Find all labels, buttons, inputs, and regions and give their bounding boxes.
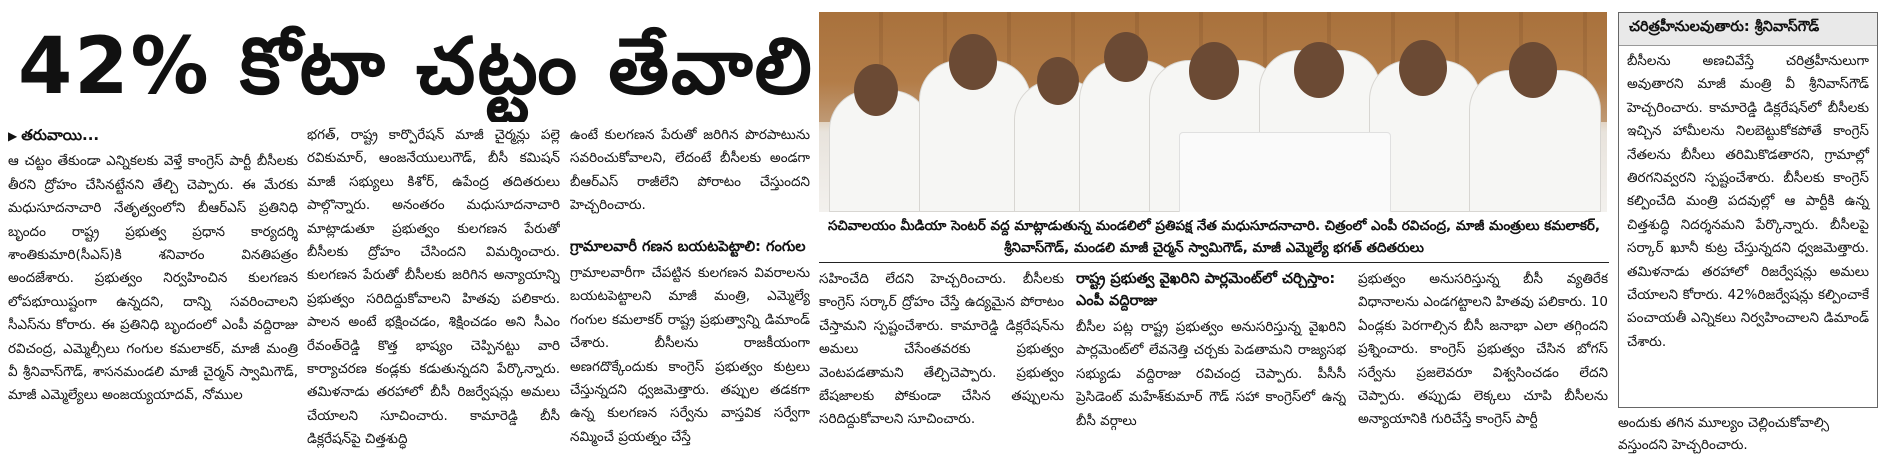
article-text-col5: బీసీల పట్ల రాష్ట్ర ప్రభుత్వం అనుసరిస్తున్న వైఖరిని పార్లమెంట్‌లో లేవనెత్తి చర్చకు పెడతామని రాజ్యసభ సభ్యుడు వద్దిరాజు రవిచంద్ర చెప్పారు. పీసీసీ ప్రెసిడెంట్ మహేశ్‌కుమార్ గౌడ్ సహా కాంగ్రెస్‌లో ఉన్న బీసీ వర్గాలు (1076, 319, 1346, 429)
headline: 42% కోటా చట్టం తేవాలి (18, 22, 814, 112)
microphone-stand (1179, 132, 1391, 212)
photo-caption: సచివాలయం మీడియా సెంటర్ వద్ద మాట్లాడుతున్న మండలిలో ప్రతిపక్ష నేత మధుసూదనాచారి. చిత్రంలో ఎంపీ రవిచంద్ర, మాజీ మంత్రులు కమలాకర్, శ్రీనివాస్‌గౌడ్, మండలి మాజీ చైర్మన్ స్వామిగౌడ్, మాజీ ఎమ్మెల్యే భగత్ తదితరులు (827, 218, 1601, 256)
article-text-col6: ప్రభుత్వం అనుసరిస్తున్న బీసీ వ్యతిరేక విధానాలను ఎండగట్టాలని హితవు పలికారు. 10 ఏండ్లకు పెరగాల్సిన బీసీ జనాభా ఎలా తగ్గిందని ప్రశ్నించారు. కాంగ్రెస్ ప్రభుత్వం చేసిన బోగస్ సర్వేను ప్రజలెవరూ విశ్వసించడం లేదని చెప్పారు. తప్పుడు లెక్కలు చూపి బీసీలను అన్యాయానికి గురిచేస్తే కాంగ్రెస్ పార్టీ (1358, 271, 1608, 428)
sidebar-footer-text: అందుకు తగిన మూల్యం చెల్లించుకోవాల్సి వస్తుందని హెచ్చరించారు. (1618, 415, 1830, 453)
press-meet-photo (819, 12, 1607, 212)
sidebar-box (1618, 12, 1878, 408)
sidebar-title: చరిత్రహీనులవుతారు: శ్రీనివాస్‌గౌడ్ (1619, 13, 1877, 46)
article-column-6 (1358, 268, 1608, 450)
article-text-col3-top: ఉంటే కులగణన పేరుతో జరిగిన పొరపాటును సవరించుకోవాలని, లేదంటే బీసీలకు అండగా బీఆర్ఎస్ రాజీలేని పోరాటం చేస్తుందని హెచ్చరించారు. (570, 127, 810, 214)
article-column-1 (8, 124, 298, 450)
article-text-col4: సహించేది లేదని హెచ్చరించారు. బీసీలకు కాంగ్రెస్ సర్కార్ ద్రోహం చేస్తే ఉద్యమైన పోరాటం చేస్తామని స్పష్టంచేశారు. కామారెడ్డి డిక్లరేషన్‌ను అమలు చేసేంతవరకు ప్రభుత్వం వెంటపడతామని తేల్చిచెప్పారు. ప్రభుత్వం బేషజాలకు పోకుండా చేసిన తప్పులను సరిదిద్దుకోవాలని సూచించారు. (819, 271, 1064, 428)
article-column-5 (1076, 316, 1346, 450)
article-text-col2: భగత్, రాష్ట్ర కార్పొరేషన్ మాజీ చైర్మన్లు పల్లె రవికుమార్, ఆంజనేయులుగౌడ్, బీసీ కమిషన్ మాజీ సభ్యులు కిశోర్, ఉపేంద్ర తదితరులు పాల్గొన్నారు. అనంతరం మధుసూదనాచారి మాట్లాడుతూ ప్రభుత్వం కులగణన పేరుతో బీసీలకు ద్రోహం చేసిందని విమర్శించారు. కులగణన పేరుతో బీసీలకు జరిగిన అన్యాయాన్ని ప్రభుత్వం సరిదిద్దుకోవాలని హితవు పలికారు. పాలన అంటే భక్షించడం, శిక్షించడం అని సీఎం రేవంత్‌రెడ్డి కొత్త భాష్యం చెప్పినట్టు వారి కార్యాచరణ కండ్లకు కడుతున్నదని పేర్కొన్నారు. తమిళనాడు తరహాలో బీసీ రిజర్వేషన్లు అమలు చేయాలని సూచించారు. కామారెడ్డి బీసీ డిక్లరేషన్‌పై చిత్తశుద్ధి (307, 127, 560, 448)
continuation-label: తరువాయి... (21, 126, 100, 144)
subheading-gangula: గ్రామాలవారీ గణన బయటపెట్టాలి: గంగుల (570, 239, 806, 255)
sidebar-body: బీసీలను అణచివేస్తే చరిత్రహీనులుగా అవుతారని మాజీ మంత్రి వీ శ్రీనివాస్‌గౌడ్ హెచ్చరించారు. కామారెడ్డి డిక్లరేషన్‌లో బీసీలకు ఇచ్చిన హామీలను నిలబెట్టుకోకపోతే కాంగ్రెస్ నేతలను బీసీలు తరిమికొడతారని, గ్రామాల్లో తిరగనివ్వరని స్పష్టంచేశారు. బీసీలకు కాంగ్రెస్ కల్పించేది మంత్రి పదవుల్లో ఆ పార్టీకి ఉన్న చిత్తశుద్ధి నిదర్శనమని పేర్కొన్నారు. బీసీలపై సర్కార్ ఖూనీ కుట్ర చేస్తున్నదని ధ్వజమెత్తారు. తమిళనాడు తరహాలో రిజర్వేషన్లు అమలు చేయాలని కోరారు. 42%రిజర్వేషన్లు కల్పించాకే పంచాయతీ ఎన్నికలు నిర్వహించాలని డిమాండ్ చేశారు. (1627, 53, 1869, 350)
article-text-col3-bottom: గ్రామాలవారీగా చేపట్టిన కులగణన వివరాలను బయటపెట్టాలని మాజీ మంత్రి, ఎమ్మెల్యే గంగుల కమలాకర్ రాష్ట్ర ప్రభుత్వాన్ని డిమాండ్ చేశారు. బీసీలను రాజకీయంగా అణగదొక్కేందుకు కాంగ్రెస్ ప్రభుత్వం కుట్రలు చేస్తున్నదని ధ్వజమెత్తారు. తప్పుల తడకగా ఉన్న కులగణన సర్వేను వాస్తవిక సర్వేగా నమ్మించే ప్రయత్నం చేస్తే (570, 265, 810, 445)
triangle-marker-icon: ▶ (8, 129, 18, 143)
subheading-vaddiraju: రాష్ట్ర ప్రభుత్వ వైఖరిని పార్లమెంట్‌లో చర్చిస్తాం: ఎంపీ వద్దిరాజు (1076, 271, 1336, 309)
article-column-4 (819, 268, 1064, 450)
article-column-3 (570, 124, 810, 232)
article-text-col1: ఆ చట్టం తేకుండా ఎన్నికలకు వెళ్తే కాంగ్రెస్ పార్టీ బీసీలకు తీరని ద్రోహం చేసినట్టేనని తేల్చి చెప్పారు. ఈ మేరకు మధుసూదనాచారి నేతృత్వంలోని బీఆర్ఎస్ ప్రతినిధి బృందం రాష్ట్ర ప్రభుత్వ ప్రధాన కార్యదర్శి శాంతికుమారి(సీఎస్)కి శనివారం వినతిపత్రం అందజేశారు. ప్రభుత్వం నిర్వహించిన కులగణన లోపభూయిష్టంగా ఉన్నదని, దాన్ని సవరించాలని సీఎస్‌ను కోరారు. ఈ ప్రతినిధి బృందంలో ఎంపీ వద్దిరాజు రవిచంద్ర, ఎమ్మెల్సీలు గంగుల కమలాకర్, మాజీ మంత్రి వీ శ్రీనివాస్‌గౌడ్, శాసనమండలి మాజీ చైర్మన్ స్వామిగౌడ్, మాజీ ఎమ్మెల్యేలు అంజయ్యయాదవ్, నోముల (8, 153, 298, 404)
article-column-2 (307, 124, 560, 450)
article-column-3-bottom (570, 262, 810, 450)
caption-divider (819, 262, 1609, 263)
